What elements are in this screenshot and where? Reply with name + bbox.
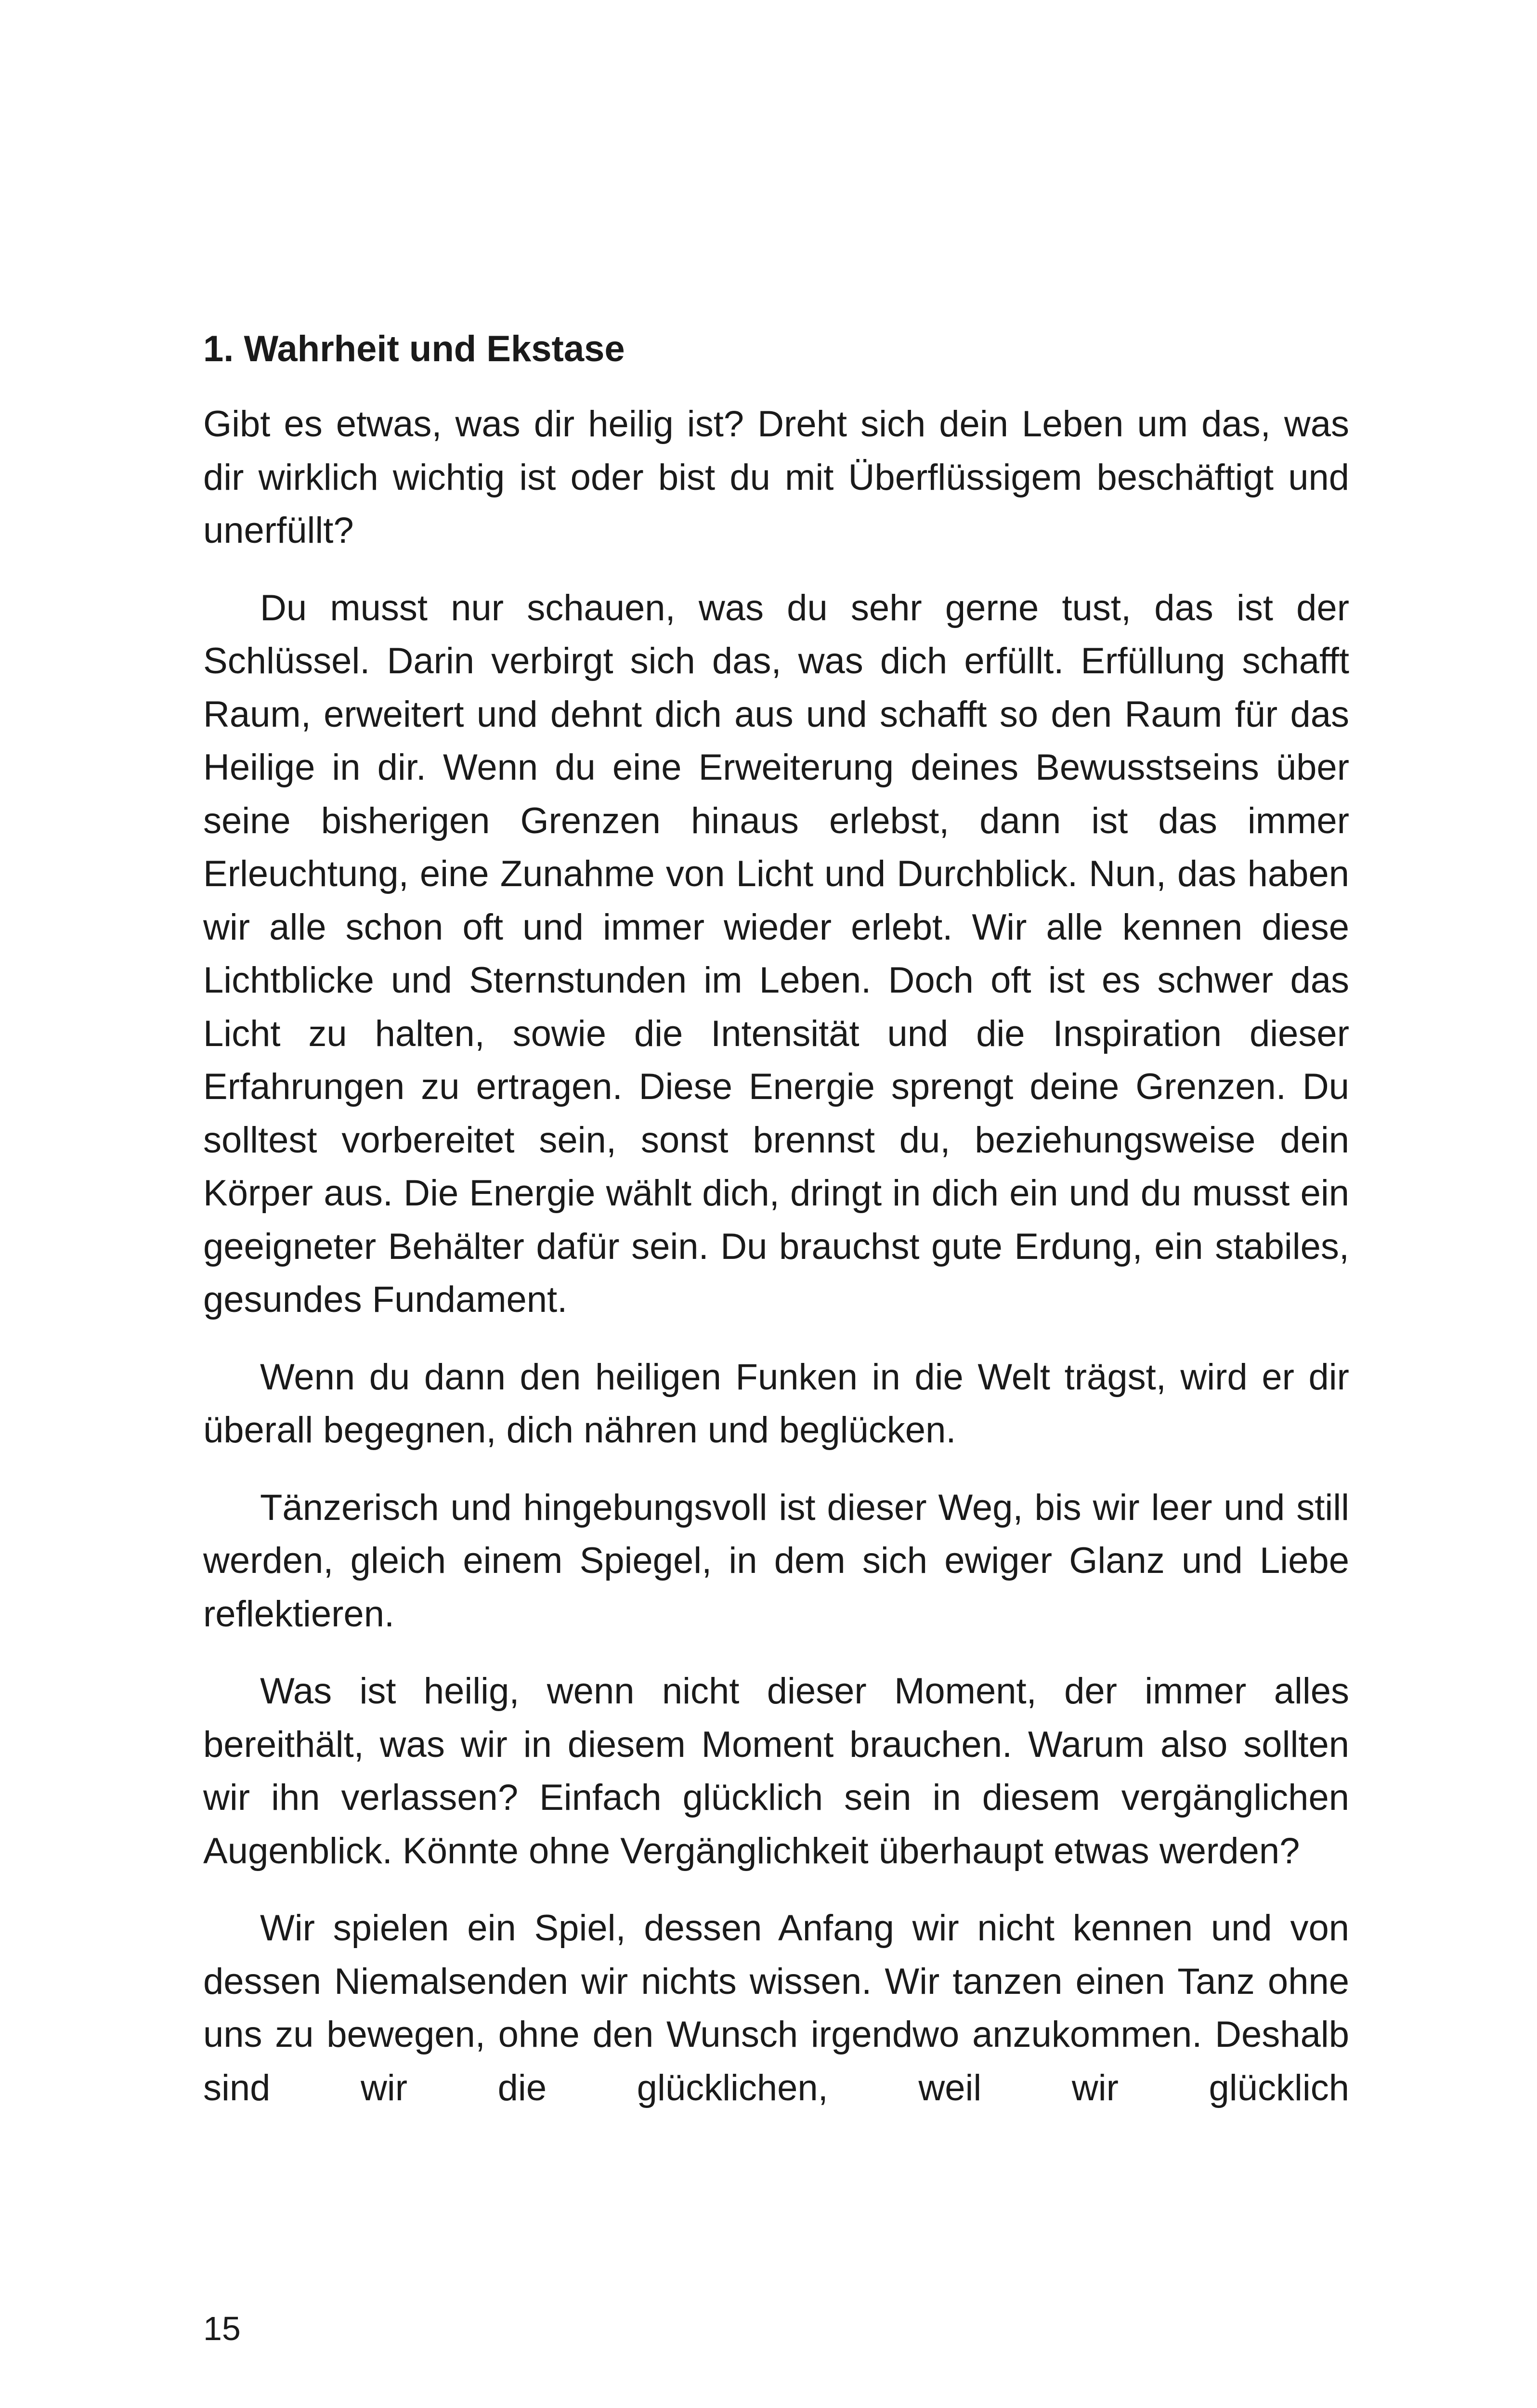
paragraph-6: Wir spielen ein Spiel, dessen Anfang wir nicht kennen und von dessen Niemalsenden wir nichts wissen. Wir tanzen einen Tanz ohne uns zu bewegen, ohne den Wunsch irgendwo anzukommen. Deshalb sind wir die glücklichen, weil wir glücklich — [203, 1908, 1349, 2108]
paragraph-2: Du musst nur schauen, was du sehr gerne tust, das ist der Schlüssel. Darin verbirgt sich das, was dich erfüllt. Erfüllung schafft Raum, erweitert und dehnt dich aus und schafft so den Raum für das Heilige in dir. Wenn du eine Erweiterung deines Bewusstseins über seine bisherigen Grenzen hinaus erlebst, dann ist das immer Erleuchtung, eine Zunahme von Licht und Durchblick. Nun, das haben wir alle schon oft und immer wieder erlebt. Wir alle kennen diese Lichtblicke und Sternstunden im Leben. Doch oft ist es schwer das Licht zu halten, sowie die Intensität und die Inspiration dieser Erfahrungen zu ertragen. Diese Energie sprengt deine Grenzen. Du solltest vorbereitet sein, sonst brennst du, beziehungsweise dein Körper aus. Die Energie wählt dich, dringt in dich ein und du musst ein geeigneter Behälter dafür sein. Du brauchst gute Erdung, ein stabiles, gesundes Fundament. — [203, 587, 1349, 1320]
paragraph-1: Gibt es etwas, was dir heilig ist? Dreht sich dein Leben um das, was dir wirklich wichtig ist oder bist du mit Überflüssigem beschäftigt und unerfüllt? — [203, 404, 1349, 551]
chapter-title: 1. Wahrheit und Ekstase — [203, 328, 625, 369]
page-number: 15 — [203, 2310, 241, 2347]
page-content — [203, 323, 1349, 2139]
paragraph-3: Wenn du dann den heiligen Funken in die Welt trägst, wird er dir überall begegnen, dich nähren und beglücken. — [203, 1356, 1349, 1451]
paragraph-5: Was ist heilig, wenn nicht dieser Moment, der immer alles bereithält, was wir in diesem Moment brauchen. Warum also sollten wir ihn verlassen? Einfach glücklich sein in diesem vergänglichen Augenblick. Könnte ohne Vergänglichkeit überhaupt etwas werden? — [203, 1671, 1349, 1871]
paragraph-4: Tänzerisch und hingebungsvoll ist dieser Weg, bis wir leer und still werden, gleich einem Spiegel, in dem sich ewiger Glanz und Liebe reflektieren. — [203, 1487, 1349, 1635]
